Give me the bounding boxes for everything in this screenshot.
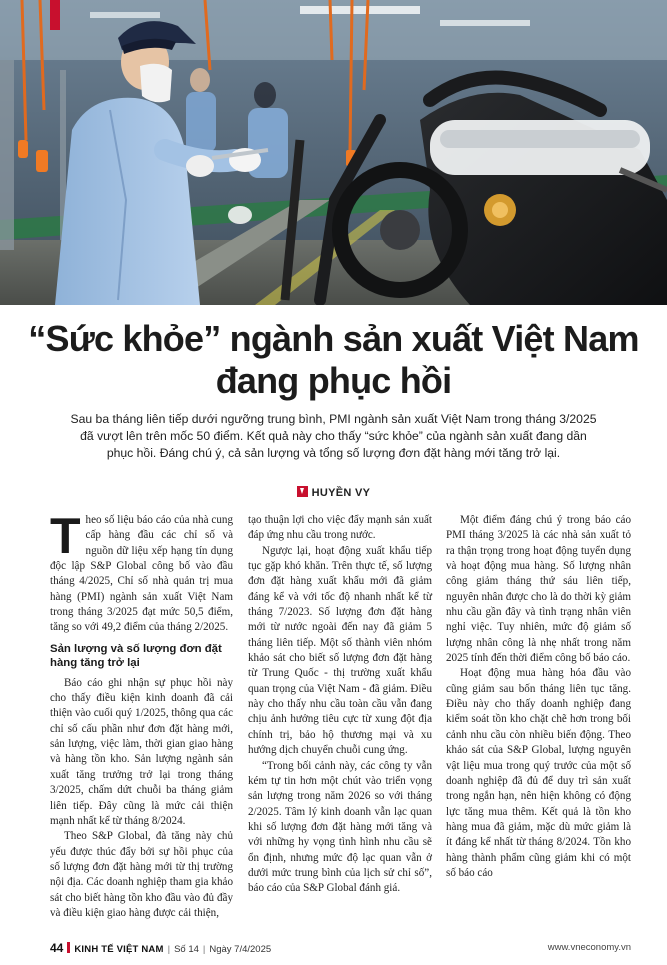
issue-date: Ngày 7/4/2025: [209, 944, 272, 955]
paragraph-6: Một điểm đáng chú ý trong báo cáo PMI tháng 3/2025 là các nhà sản xuất tỏ ra thận trọng trong hoạt động tuyển dụng và hoạt động mua hàng. Số lượng nhân công giảm tháng thứ sáu liên tiếp, nguyên nhân được cho là do thời kỳ giảm nhu cầu gần đây và tình trạng nhân viên nghỉ việc. Tuy nhiên, mức độ giảm số lượng nhân công là nhẹ nhất trong năm 2025 tính đến thời điểm công bố báo cáo.: [446, 514, 631, 665]
paragraph-3: Theo S&P Global, đà tăng này chủ yếu được thúc đẩy bởi sự hồi phục của số lượng đơn đặt hàng mới từ thị trường nội địa. Các doanh nghiệp tham gia khảo sát cho biết hàng tồn kho đầu vào đủ đầy và điều kiện giao hàng được cải thiện,: [50, 830, 233, 919]
paragraph-4: Ngược lại, hoạt động xuất khẩu tiếp tục gặp khó khăn. Trên thực tế, số lượng đơn đặt hàng xuất khẩu mới đã giảm đáng kể và với tốc độ nhanh nhất kể từ tháng 7/2023. Số lượng đơn đặt hàng mới từ nước ngoài đến nay đã giảm 5 tháng liên tiếp. Một số thành viên nhóm khảo sát cho biết số lượng đơn đặt hàng từ Trung Quốc - thị trường xuất khẩu quan trọng của Việt Nam - đã giảm. Điều này cho thấy nhu cầu toàn cầu vẫn đang chịu ảnh hưởng tiêu cực từ xung đột địa chính trị, bảo hộ thương mại và xu hướng dịch chuyển chuỗi cung ứng.: [248, 544, 432, 757]
author-byline: [0, 486, 667, 499]
paragraph-1: Theo số liệu báo cáo của nhà cung cấp hàng đầu các chỉ số và nguồn dữ liệu xếp hạng tín dụng độc lập S&P Global công bố vào đầu tháng 4/2025, Chỉ số nhà quản trị mua hàng (PMI) ngành sản xuất Việt Nam trong tháng 3/2025 đạt mức 50,5 điểm, tăng so với 49,2 điểm của tháng 2/2025.: [50, 508, 233, 634]
section-subheading: Sản lượng và số lượng đơn đặt hàng tăng trở lại: [50, 642, 222, 670]
author-marker-icon: [297, 486, 308, 497]
article-headline: [20, 318, 647, 402]
footer-accent-bar: [67, 942, 70, 953]
footer-left: 44 KINH TẾ VIỆT NAM | Số 14 | Ngày 7/4/2025: [50, 941, 272, 955]
drop-cap: T: [50, 508, 81, 564]
factory-assembly-line-illustration: [0, 0, 667, 305]
headline-line-2: đang phục hồi: [215, 360, 452, 401]
hero-photo: [0, 0, 667, 305]
page-footer: [50, 941, 631, 955]
issue-number: Số 14: [174, 944, 199, 955]
headline-line-1: “Sức khỏe” ngành sản xuất Việt Nam: [28, 318, 639, 359]
paragraph-3-continued: tạo thuận lợi cho việc đẩy mạnh sản xuất đáp ứng nhu cầu trong nước.: [248, 514, 432, 542]
article-lead: Sau ba tháng liên tiếp dưới ngưỡng trung bình, PMI ngành sản xuất Việt Nam trong tháng 3/2025 đã vượt lên trên mốc 50 điểm. Kết quả này cho thấy “sức khỏe” của ngành sản xuất đang dần phục hồi. Đáng chú ý, cả sản lượng và tổng số lượng đơn đặt hàng mới tăng trở lại.: [70, 412, 597, 460]
magazine-name: KINH TẾ VIỆT NAM: [74, 944, 164, 955]
paragraph-5: “Trong bối cảnh này, các công ty vẫn kém tự tin hơn một chút vào triển vọng sản lượng trong năm 2026 so với tháng 2/2025. Tâm lý kinh doanh vẫn lạc quan khi số lượng đơn đặt hàng mới tăng và với những hy vọng tình hình nhu cầu sẽ ổn định, nhưng mức độ lạc quan vẫn ở dưới mức trung bình của lịch sử chỉ số”, báo cáo của S&P Global đánh giá.: [248, 759, 432, 895]
article-column-1: [50, 508, 234, 921]
page-number: 44: [50, 941, 64, 955]
website-link[interactable]: www.vneconomy.vn: [547, 942, 631, 953]
article-column-3: [446, 513, 631, 881]
author-name: HUYỀN VY: [311, 487, 371, 499]
paragraph-7: Hoạt động mua hàng hóa đầu vào cũng giảm sau bốn tháng liên tục tăng. Điều này cho thấy doanh nghiệp đang kiểm soát tồn kho chặt chẽ hơn trong bối cảnh nhu cầu còn nhiều biến động. Theo khảo sát của S&P Global, lượng nguyên vật liệu mua trong quý trước của một số doanh nghiệp đã đủ để duy trì sản xuất trong ngắn hạn, nên hiện không có động lực tăng mua thêm. Kết quả là tồn kho hàng mua đã giảm, mặc dù mức giảm là ít đáng kể nhất từ tháng 8/2024. Tồn kho hàng thành phẩm cũng giảm khi có một số báo cáo: [446, 667, 631, 879]
paragraph-2: Báo cáo ghi nhận sự phục hồi này cho thấy điều kiện kinh doanh đã cải thiện vào cuối quý 1/2025, thông qua các chỉ số cấu phần như đơn đặt hàng mới, sản lượng, việc làm, thời gian giao hàng và hàng tồn kho. Sản lượng ngành sản xuất tăng trưởng trở lại trong tháng 3/2025, chấm dứt chuỗi ba tháng giảm liên tiếp. Đây cũng là mức cải thiện mạnh nhất kể từ tháng 8/2024.: [50, 676, 234, 827]
article-column-2: [248, 513, 432, 897]
